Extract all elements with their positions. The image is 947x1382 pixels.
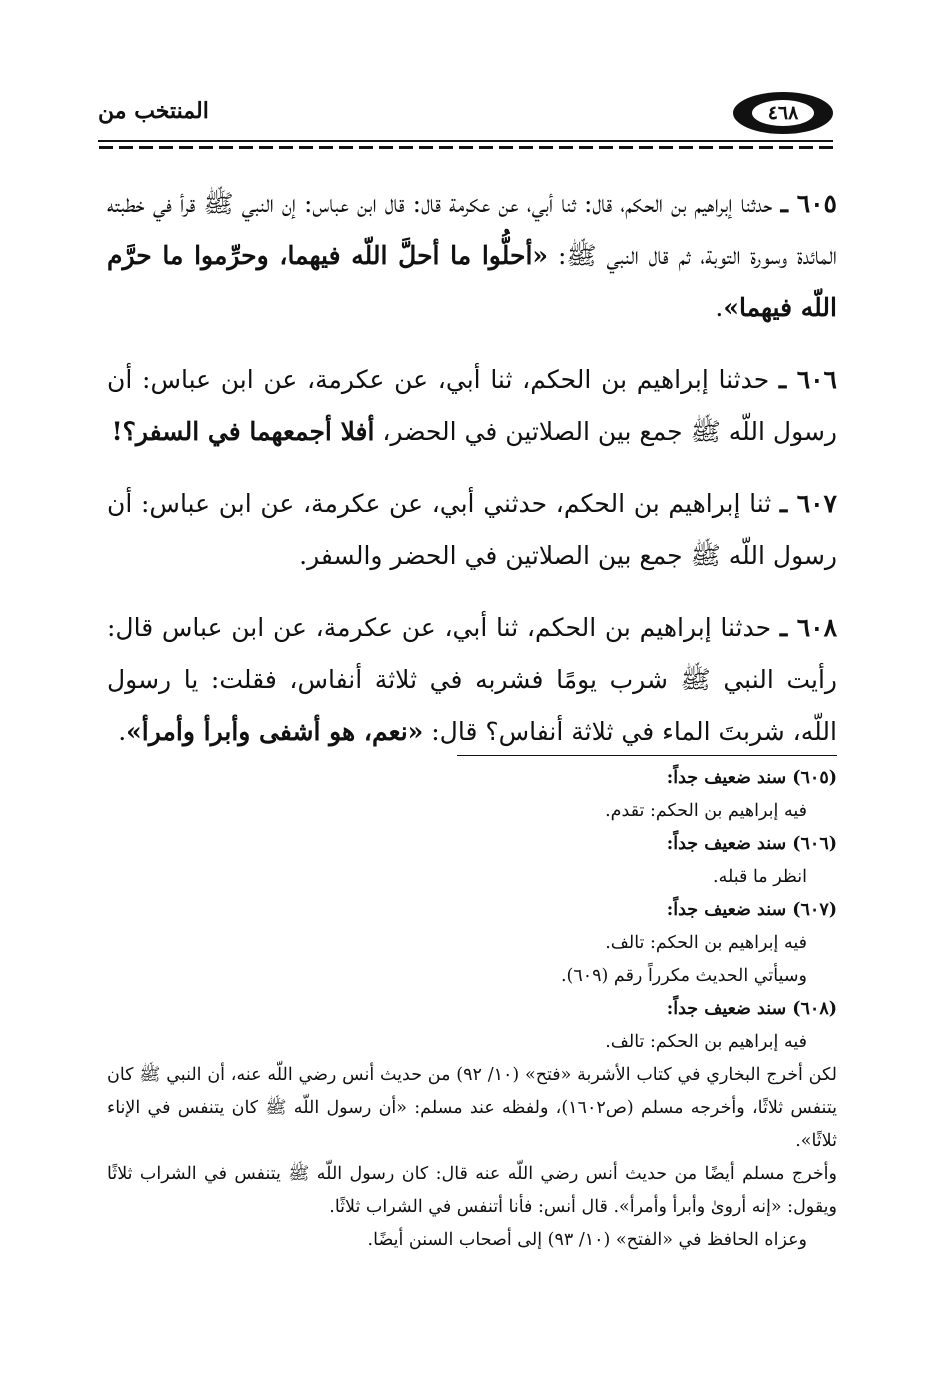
footnote-line: فيه إبراهيم بن الحكم: تالف.	[605, 933, 807, 953]
footnote-paragraph: لكن أخرج البخاري في كتاب الأشربة «فتح» (١٠/ ٩٢) من حديث أنس رضي اللّه عنه، أن النبي ﷺ كان يتنفس ثلاثًا، وأخرجه مسلم (ص١٦٠٢)، ولفظه عند مسلم: «أن رسول اللّه ﷺ كان يتنفس في الإناء ثلاثًا».	[107, 1065, 837, 1151]
footnote-line: فيه إبراهيم بن الحكم: تقدم.	[605, 801, 807, 821]
footnote-heading: (٦٠٨) سند ضعيف جداً:	[666, 999, 837, 1019]
hadith-quote: «أحلُّوا ما أحلَّ اللّه فيهما، وحرِّموا ما حرَّم اللّه فيهما»	[107, 241, 837, 322]
footnote-heading: (٦٠٧) سند ضعيف جداً:	[666, 900, 837, 920]
hadith-606	[107, 354, 837, 458]
hadith-608	[107, 602, 837, 758]
hadith-quote: «نعم، هو أشفى وأبرأ وأمرأ»	[126, 717, 424, 746]
footnote-line: انظر ما قبله.	[713, 867, 807, 887]
footnote-line: وسيأتي الحديث مكرراً رقم (٦٠٩).	[560, 966, 807, 986]
hadith-text: ثنا إبراهيم بن الحكم، حدثني أبي، عن عكرمة، عن ابن عباس: أن رسول اللّه ﷺ جمع بين الصلاتين في الحضر والسفر.	[107, 489, 837, 570]
hadith-number: ٦٠٥ ـ	[780, 189, 837, 218]
book-title: المنتخب من	[98, 98, 209, 124]
page-header	[98, 92, 833, 142]
footnotes	[107, 762, 837, 1257]
hadith-number: ٦٠٨ ـ	[779, 613, 838, 642]
hadith-tail: .	[715, 293, 724, 322]
footnote-divider	[457, 755, 837, 756]
hadith-text: حدثنا إبراهيم بن الحكم، ثنا أبي، عن عكرمة، عن ابن عباس: أن رسول اللّه ﷺ جمع بين الصلاتين في الحضر،	[107, 365, 837, 446]
page-number-badge	[733, 92, 833, 134]
hadith-text: حدثنا إبراهيم بن الحكم، ثنا أبي، عن عكرمة، عن ابن عباس قال: رأيت النبي ﷺ شرب يومًا فشربه في ثلاثة أنفاس، فقلت: يا رسول اللّه، شربتَ الماء في ثلاثة أنفاس؟ قال:	[107, 613, 837, 746]
footnote-heading: (٦٠٦) سند ضعيف جداً:	[666, 834, 837, 854]
footnote-line: وعزاه الحافظ في «الفتح» (١٠/ ٩٣) إلى أصحاب السنن أيضًا.	[367, 1230, 807, 1250]
hadith-607	[107, 478, 837, 582]
footnote-heading: (٦٠٥) سند ضعيف جداً:	[666, 768, 837, 788]
hadith-tail: .	[118, 717, 127, 746]
main-text	[107, 178, 837, 778]
hadith-605	[107, 178, 837, 334]
hadith-text: حدثنا إبراهيم بن الحكم، قال: ثنا أبي، عن عكرمة قال: قال ابن عباس: إن النبي ﷺ قرأ في خطبته المائدة وسورة التوبة، ثم قال النبي ﷺ:	[107, 189, 837, 270]
footnote-line: فيه إبراهيم بن الحكم: تالف.	[605, 1032, 807, 1052]
page-number: ٤٦٨	[752, 100, 814, 126]
hadith-number: ٦٠٦ ـ	[778, 365, 837, 394]
hadith-number: ٦٠٧ ـ	[779, 489, 837, 518]
header-divider	[98, 140, 833, 150]
hadith-quote: أفلا أجمعهما في السفر؟!	[111, 417, 375, 446]
footnote-paragraph: وأخرج مسلم أيضًا من حديث أنس رضي اللّه عنه قال: كان رسول اللّه ﷺ يتنفس في الشراب ثلاثًا ويقول: «إنه أروىٰ وأبرأ وأمرأ». قال أنس: فأنا أتنفس في الشراب ثلاثًا.	[107, 1164, 837, 1217]
